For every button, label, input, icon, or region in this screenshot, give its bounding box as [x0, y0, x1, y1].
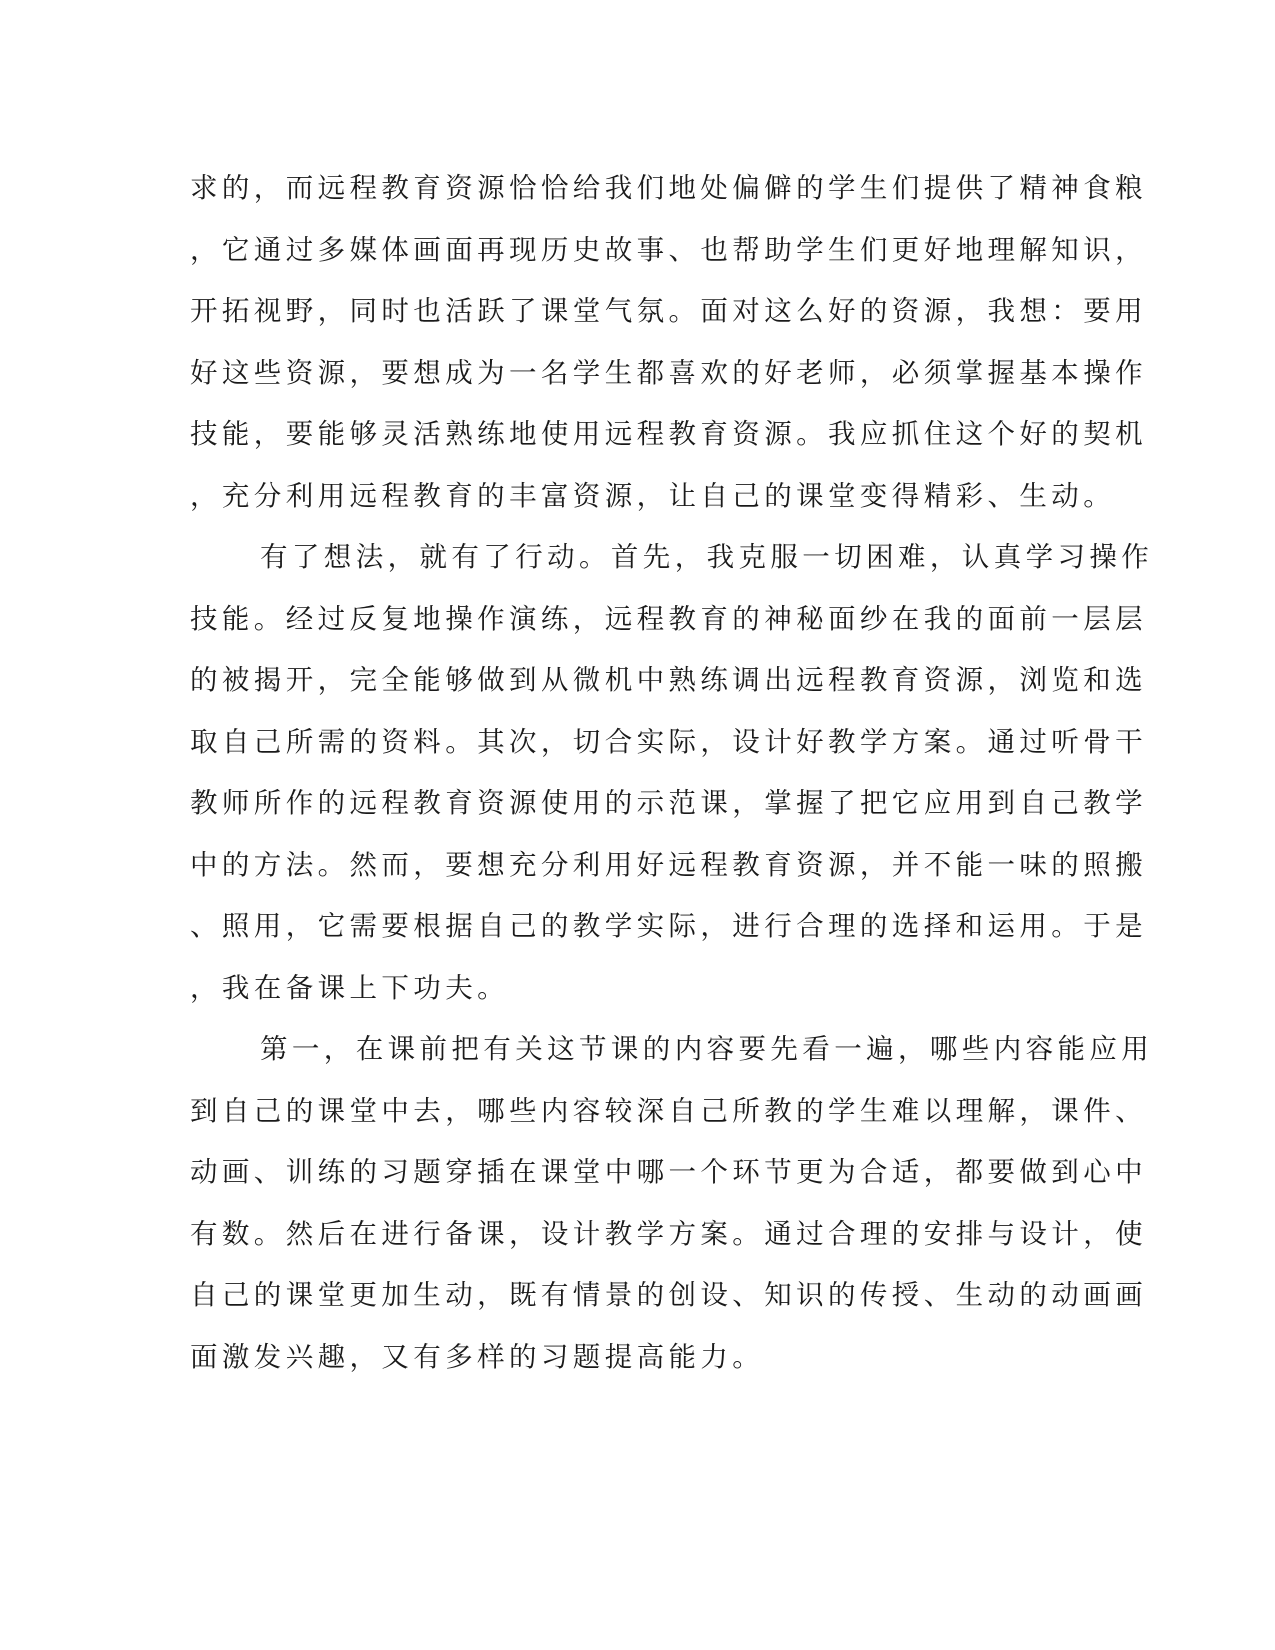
- text-line: 好这些资源，要想成为一名学生都喜欢的好老师，必须掌握基本操作: [190, 356, 1147, 389]
- text-line: 取自己所需的资料。其次，切合实际，设计好教学方案。通过听骨干: [190, 725, 1147, 758]
- text-line: 面激发兴趣，又有多样的习题提高能力。: [190, 1340, 765, 1373]
- text-line: 有数。然后在进行备课，设计教学方案。通过合理的安排与设计，使: [190, 1217, 1147, 1250]
- document-body: [190, 158, 1154, 1388]
- paragraph-2: [190, 527, 1154, 1019]
- text-line: 第一，在课前把有关这节课的内容要先看一遍，哪些内容能应用: [260, 1033, 1154, 1065]
- text-line: 动画、训练的习题穿插在课堂中哪一个环节更为合适，都要做到心中: [190, 1156, 1147, 1188]
- text-line: 技能。经过反复地操作演练，远程教育的神秘面纱在我的面前一层层: [190, 602, 1147, 635]
- text-line: 技能，要能够灵活熟练地使用远程教育资源。我应抓住这个好的契机: [190, 418, 1147, 450]
- text-line: 的被揭开，完全能够做到从微机中熟练调出远程教育资源，浏览和选: [190, 664, 1147, 696]
- text-line: 、照用，它需要根据自己的教学实际，进行合理的选择和运用。于是: [190, 910, 1147, 942]
- text-line: ，它通过多媒体画面再现历史故事、也帮助学生们更好地理解知识，: [190, 233, 1147, 266]
- text-line: 教师所作的远程教育资源使用的示范课，掌握了把它应用到自己教学: [190, 787, 1147, 819]
- text-line: ，充分利用远程教育的丰富资源，让自己的课堂变得精彩、生动。: [190, 479, 1116, 512]
- text-line: ，我在备课上下功夫。: [190, 971, 509, 1004]
- paragraph-3: [190, 1019, 1154, 1388]
- text-line: 有了想法，就有了行动。首先，我克服一切困难，认真学习操作: [260, 541, 1154, 573]
- paragraph-1: [190, 158, 1147, 527]
- text-line: 开拓视野，同时也活跃了课堂气氛。面对这么好的资源，我想：要用: [190, 295, 1147, 327]
- text-line: 中的方法。然而，要想充分利用好远程教育资源，并不能一味的照搬: [190, 848, 1147, 881]
- text-line: 求的，而远程教育资源恰恰给我们地处偏僻的学生们提供了精神食粮: [190, 172, 1147, 204]
- text-line: 自己的课堂更加生动，既有情景的创设、知识的传授、生动的动画画: [190, 1279, 1147, 1311]
- text-line: 到自己的课堂中去，哪些内容较深自己所教的学生难以理解，课件、: [190, 1094, 1147, 1127]
